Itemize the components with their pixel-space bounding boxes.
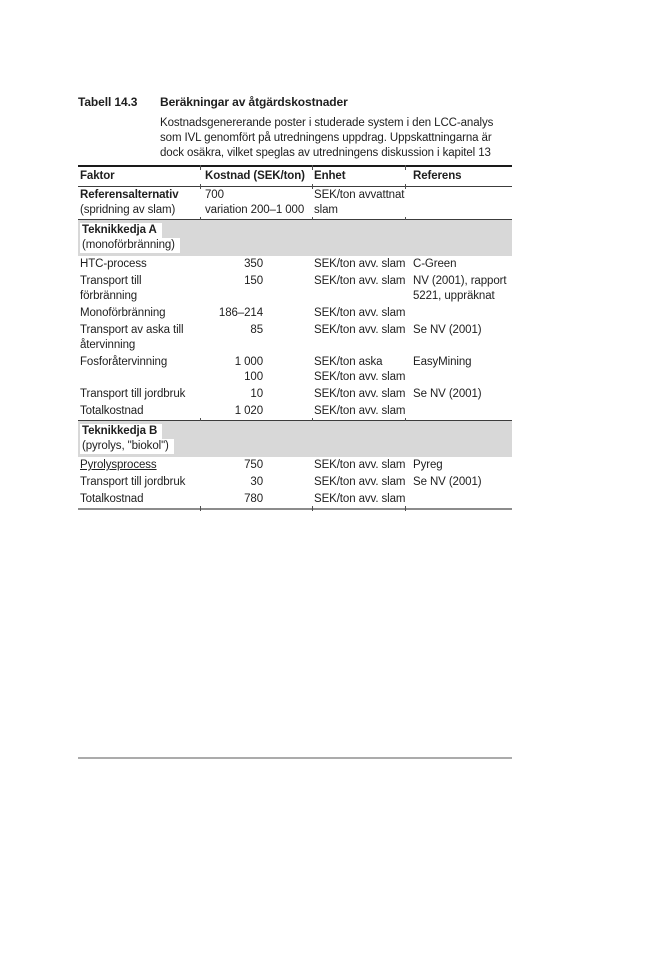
cell-referens <box>405 387 512 402</box>
text-line: 5221, uppräknat <box>413 290 495 302</box>
text-line: 10 <box>250 388 263 400</box>
text-line: 750 <box>244 459 263 471</box>
text-line: 30 <box>250 476 263 488</box>
col-header-referens: Referens <box>413 170 462 182</box>
text-line: SEK/ton avv. slam <box>314 476 406 488</box>
text-line: 780 <box>244 493 263 505</box>
cell-referens <box>405 274 512 304</box>
table-row <box>78 305 512 322</box>
column-tick <box>200 165 201 170</box>
cell-referens <box>405 404 512 419</box>
cell-kostnad <box>200 355 312 385</box>
text-line: SEK/ton aska <box>314 356 383 368</box>
text-line: SEK/ton avv. slam <box>314 275 406 287</box>
text-line: Se NV (2001) <box>413 324 482 336</box>
text-line: Pyrolysprocess <box>80 459 157 471</box>
column-tick <box>200 506 201 511</box>
text-line: 1 020 <box>234 405 263 417</box>
text-line: C-Green <box>413 258 457 270</box>
cell-faktor <box>78 387 200 402</box>
cell-referens <box>405 492 512 507</box>
cell-faktor <box>78 475 200 490</box>
text-line: Totalkostnad <box>80 493 144 505</box>
text-line: SEK/ton avv. slam <box>314 493 406 505</box>
cell-faktor <box>78 188 200 218</box>
cell-kostnad <box>200 404 312 419</box>
table-row <box>78 322 512 354</box>
text-line: 186–214 <box>218 307 263 319</box>
cell-enhet <box>312 458 405 473</box>
table-row <box>78 457 512 474</box>
text-line: (monoförbränning) <box>80 238 180 253</box>
text-line: återvinning <box>80 339 136 351</box>
table-caption <box>160 116 493 161</box>
text-line: slam <box>314 204 338 216</box>
section-row <box>78 421 512 457</box>
table-row <box>78 187 512 220</box>
cell-referens <box>405 458 512 473</box>
text-line: Transport av aska till <box>80 324 184 336</box>
table-row <box>78 474 512 491</box>
cell-faktor <box>78 257 200 272</box>
text-line: Transport till <box>80 275 142 287</box>
cell-enhet <box>312 306 405 321</box>
cell-referens <box>405 323 512 353</box>
cell-referens <box>405 223 512 253</box>
cell-faktor <box>78 306 200 321</box>
cell-kostnad <box>200 492 312 507</box>
cell-kostnad <box>200 475 312 490</box>
cell-faktor <box>78 223 200 253</box>
text-line: EasyMining <box>413 356 472 368</box>
cell-kostnad <box>200 323 312 353</box>
text-line: SEK/ton avv. slam <box>314 307 406 319</box>
text-line: Totalkostnad <box>80 405 144 417</box>
caption-line: dock osäkra, vilket speglas av utredningens diskussion i kapitel 13 <box>160 147 491 159</box>
cell-enhet <box>312 323 405 353</box>
cell-faktor <box>78 323 200 353</box>
cell-referens <box>405 475 512 490</box>
table-number: Tabell 14.3 <box>78 95 138 109</box>
caption-line: Kostnadsgenererande poster i studerade system i den LCC-analys <box>160 117 494 129</box>
text-line: SEK/ton avv. slam <box>314 324 406 336</box>
cell-enhet <box>312 475 405 490</box>
table-row <box>78 491 512 510</box>
column-tick <box>405 165 406 170</box>
table-heading <box>78 95 348 109</box>
cell-kostnad <box>200 387 312 402</box>
text-line: SEK/ton avv. slam <box>314 258 406 270</box>
cell-referens <box>405 188 512 218</box>
cell-kostnad <box>200 188 312 218</box>
footer-rule <box>78 757 512 759</box>
cell-enhet <box>312 355 405 385</box>
cell-referens <box>405 257 512 272</box>
text-line: 350 <box>244 258 263 270</box>
cell-enhet <box>312 223 405 253</box>
cell-referens <box>405 355 512 385</box>
cost-table <box>78 165 512 510</box>
text-line: förbränning <box>80 290 138 302</box>
column-tick <box>405 506 406 511</box>
column-tick <box>312 165 313 170</box>
text-line: SEK/ton avv. slam <box>314 405 406 417</box>
table-row <box>78 256 512 273</box>
cell-kostnad <box>200 257 312 272</box>
text-line: 1 000 <box>234 356 263 368</box>
cell-referens <box>405 306 512 321</box>
col-header-enhet: Enhet <box>314 170 346 182</box>
cell-referens <box>405 424 512 454</box>
page-title: Beräkningar av åtgärdskostnader <box>160 95 348 109</box>
table-header-row <box>78 167 512 187</box>
table-row <box>78 386 512 403</box>
cell-enhet <box>312 424 405 454</box>
text-line: variation 200–1 000 <box>205 204 305 216</box>
text-line: SEK/ton avv. slam <box>314 371 406 383</box>
cell-faktor <box>78 424 200 454</box>
cell-enhet <box>312 274 405 304</box>
text-line: Monoförbränning <box>80 307 166 319</box>
text-line: Fosforåtervinning <box>80 356 168 368</box>
cell-faktor <box>78 404 200 419</box>
cell-enhet <box>312 257 405 272</box>
cell-faktor <box>78 355 200 385</box>
text-line: 700 <box>205 189 224 201</box>
cell-faktor <box>78 492 200 507</box>
col-header-faktor: Faktor <box>80 170 115 182</box>
text-line: Transport till jordbruk <box>80 476 186 488</box>
text-line: Se NV (2001) <box>413 388 482 400</box>
text-line: Teknikkedja A <box>80 223 162 238</box>
col-header-kostnad: Kostnad (SEK/ton) <box>205 170 305 182</box>
text-line: 100 <box>244 371 263 383</box>
text-line: SEK/ton avv. slam <box>314 388 406 400</box>
cell-kostnad <box>200 223 312 253</box>
table-row <box>78 273 512 305</box>
table-row <box>78 403 512 421</box>
text-line: (spridning av slam) <box>80 204 176 216</box>
caption-line: som IVL genomfört på utredningens uppdrag. Uppskattningarna är <box>160 132 492 144</box>
cell-faktor <box>78 458 200 473</box>
cell-enhet <box>312 404 405 419</box>
section-row <box>78 220 512 256</box>
cell-kostnad <box>200 458 312 473</box>
cell-enhet <box>312 188 405 218</box>
text-line: Transport till jordbruk <box>80 388 186 400</box>
cell-kostnad <box>200 274 312 304</box>
text-line: SEK/ton avvattnat <box>314 189 405 201</box>
text-line: SEK/ton avv. slam <box>314 459 406 471</box>
cell-kostnad <box>200 306 312 321</box>
cell-enhet <box>312 387 405 402</box>
text-line: Pyreg <box>413 459 443 471</box>
column-tick <box>312 506 313 511</box>
cell-faktor <box>78 274 200 304</box>
text-line: Se NV (2001) <box>413 476 482 488</box>
cell-kostnad <box>200 424 312 454</box>
text-line: (pyrolys, "biokol") <box>80 439 174 454</box>
table-body <box>78 187 512 510</box>
text-line: 85 <box>250 324 263 336</box>
text-line: HTC-process <box>80 258 147 270</box>
text-line: Teknikkedja B <box>80 424 162 439</box>
text-line: NV (2001), rapport <box>413 275 507 287</box>
text-line: 150 <box>244 275 263 287</box>
cell-enhet <box>312 492 405 507</box>
table-row <box>78 354 512 386</box>
text-line: Referensalternativ <box>80 189 179 201</box>
